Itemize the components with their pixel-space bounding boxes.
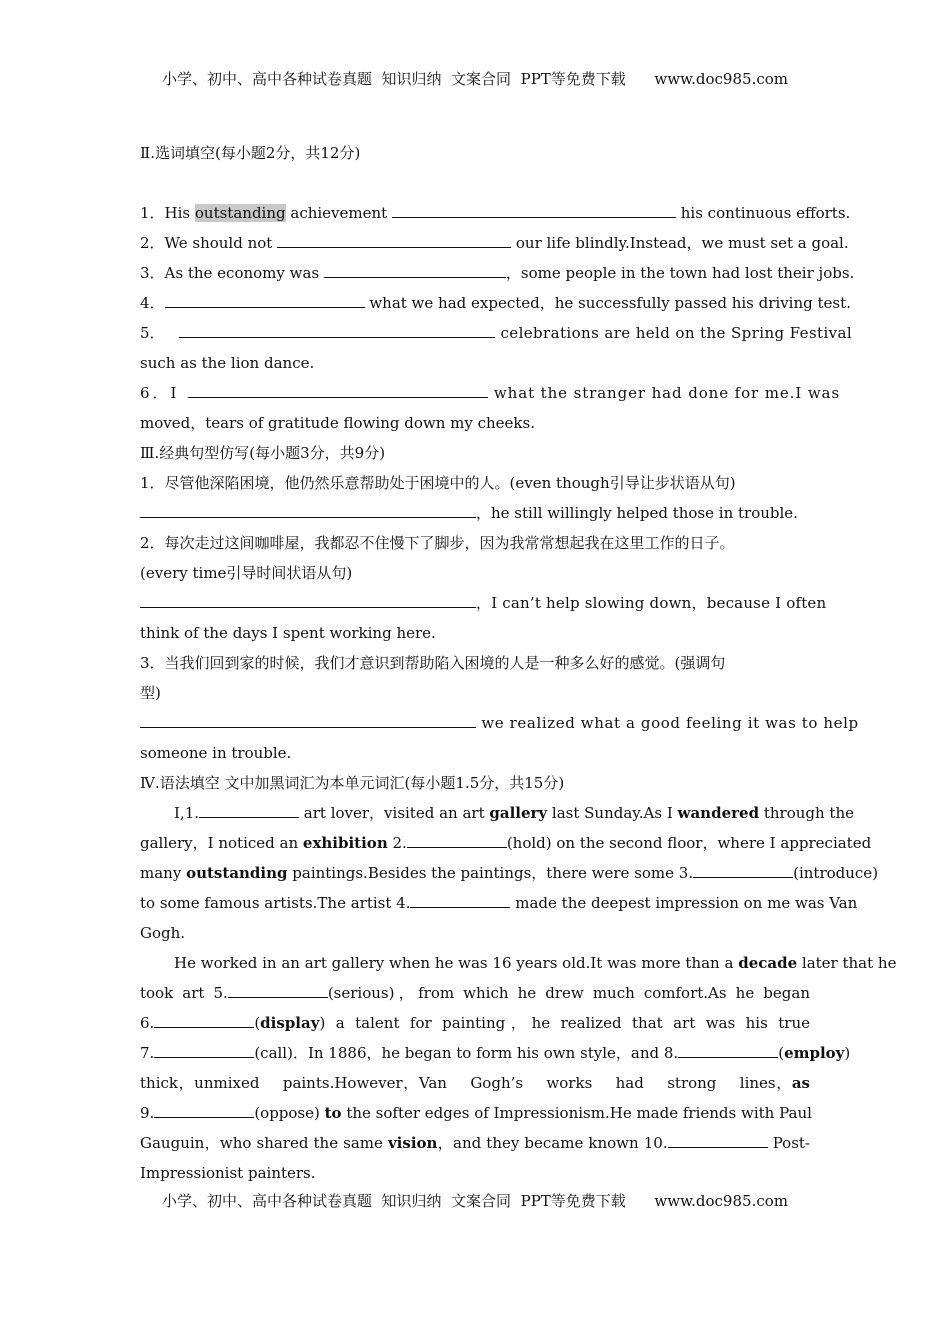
blank-3[interactable] [693,863,793,878]
question-3-2-prompt: 2．每次走过这间咖啡屋，我都忍不住慢下了脚步，因为我常常想起我在这里工作的日子。 [140,534,735,552]
question-2-6-cont: moved，tears of gratitude flowing down my cheeks. [140,414,535,432]
blank-7[interactable] [154,1043,254,1058]
highlighted-word: outstanding [194,204,286,222]
blank-2[interactable] [407,833,507,848]
answer-blank[interactable] [188,383,488,398]
passage-p2-line2: took art 5. (serious)，from which he drew much comfort.As he began [140,984,810,1002]
passage-p2-line5: thick，unmixed paints.However，Van Gogh’s works had strong lines，as [140,1074,810,1092]
answer-blank[interactable] [392,203,676,218]
blank-1[interactable] [199,803,299,818]
question-2-5: 5． celebrations are held on the Spring Festival [140,324,853,342]
section-2-note: (每小题2分，共12分) [214,144,361,162]
answer-blank[interactable] [140,503,476,518]
passage-p1-line4: to some famous artists.The artist 4. made the deepest impression on me was Van [140,894,858,912]
section-2-title: 选词填空 [154,144,215,162]
passage-p2-line7: Gauguin，who shared the same vision，and they became known 10. Post- [140,1134,811,1152]
question-2-4: 4． what we had expected，he successfully passed his driving test. [140,294,851,312]
blank-10[interactable] [668,1133,768,1148]
blank-5[interactable] [228,983,328,998]
passage-p2-line4: 7. (call)．In 1886，he began to form his own style，and 8. (employ) [140,1044,851,1062]
answer-blank[interactable] [179,323,495,338]
answer-blank[interactable] [140,593,476,608]
question-3-3-answer-cont: someone in trouble. [140,744,292,762]
question-3-2-answer: ，I can’t help slowing down，because I often [140,588,810,618]
passage-p2-line8: Impressionist painters. [140,1164,316,1182]
question-2-6: 6．I what the stranger had done for me.I was [140,384,840,402]
page-footer: 小学、初中、高中各种试卷真题 知识归纳 文案合同 PPT等免费下载 www.doc985.com [161,1192,788,1210]
answer-blank[interactable] [277,233,511,248]
passage-p2-line1: He worked in an art gallery when he was 16 years old.It was more than a decade later that he [174,954,897,972]
blank-9[interactable] [154,1103,254,1118]
question-3-2-prompt-cont: (every time引导时间状语从句) [140,564,353,582]
section-4-heading: Ⅳ.语法填空 文中加黑词汇为本单元词汇(每小题1.5分，共15分) [140,774,565,792]
section-3-heading: Ⅲ.经典句型仿写(每小题3分，共9分) [140,444,386,462]
question-3-3-prompt: 3．当我们回到家的时候，我们才意识到帮助陷入困境的人是一种多么好的感觉。(强调句 [140,654,726,672]
passage-p1-line3: many outstanding paintings.Besides the paintings，there were some 3. (introduce) [140,864,879,882]
question-2-2: 2．We should not our life blindly.Instead，we must set a goal. [140,234,849,252]
blank-8[interactable] [678,1043,778,1058]
passage-p1-line1: I,1. art lover，visited an art gallery last Sunday.As I wandered through the [174,804,854,822]
answer-blank[interactable] [324,263,506,278]
section-2-num: Ⅱ. [140,144,155,162]
question-3-3-prompt-cont: 型) [140,684,161,702]
section-2-heading [140,138,810,168]
question-3-1-answer: ，he still willingly helped those in trouble. [140,498,810,528]
answer-blank[interactable] [140,713,476,728]
passage-p2-line3: 6. (display) a talent for painting，he realized that art was his true [140,1014,810,1032]
passage-p1-line2: gallery，I noticed an exhibition 2. (hold) on the second floor，where I appreciated [140,834,872,852]
answer-blank[interactable] [165,293,365,308]
blank-6[interactable] [154,1013,254,1028]
page-header: 小学、初中、高中各种试卷真题 知识归纳 文案合同 PPT等免费下载 www.doc985.com [161,70,788,88]
worksheet [140,138,810,168]
blank-4[interactable] [410,893,510,908]
question-3-3-answer: we realized what a good feeling it was to help [140,708,810,738]
question-2-5-cont: such as the lion dance. [140,354,315,372]
question-2-1: 1．His outstanding achievement his continuous efforts. [140,204,851,222]
question-2-3: 3．As the economy was ，some people in the town had lost their jobs. [140,264,855,282]
question-3-2-answer-cont: think of the days I spent working here. [140,624,436,642]
section-2-questions [140,198,897,1188]
passage-p1-line5: Gogh. [140,924,186,942]
passage-p2-line6: 9. (oppose) to the softer edges of Impressionism.He made friends with Paul [140,1104,812,1122]
question-3-1-prompt: 1．尽管他深陷困境，他仍然乐意帮助处于困境中的人。(even though引导让步状语从句) [140,474,736,492]
